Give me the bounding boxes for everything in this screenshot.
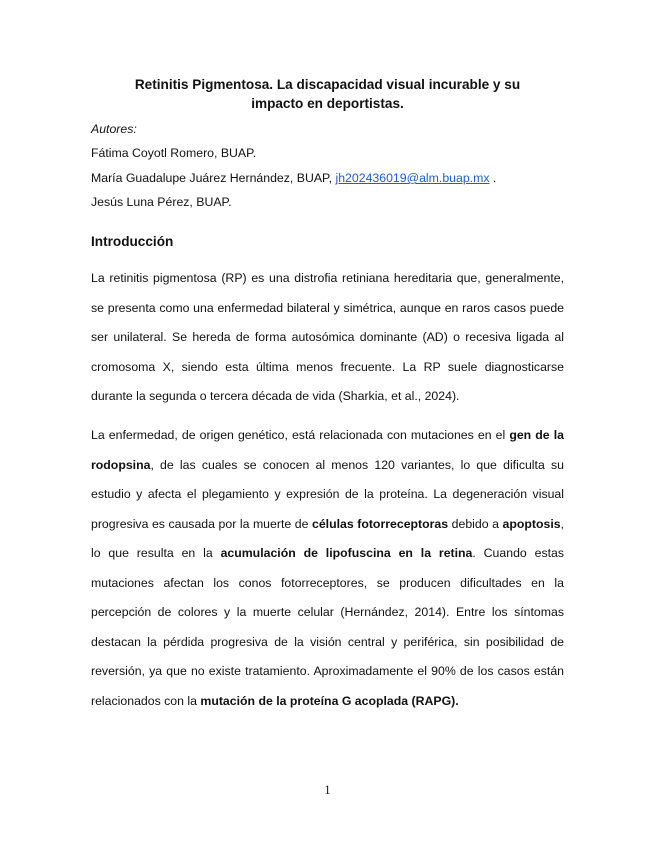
title-line-2: impacto en deportistas. <box>251 96 404 111</box>
document-title <box>90 75 565 113</box>
p2-bold-2: células fotorreceptoras <box>311 516 449 531</box>
authors-label: Autores: <box>91 122 137 136</box>
page-number: 1 <box>324 783 331 797</box>
author-2 <box>91 170 496 186</box>
title-line-1: Retinitis Pigmentosa. La discapacidad visual incurable y su <box>134 77 521 92</box>
p2-text-1: La enfermedad, de origen genético, está relacionada con mutaciones en el <box>91 428 510 442</box>
author-3: Jesús Luna Pérez, BUAP. <box>91 195 232 209</box>
p2-bold-3: apoptosis <box>502 516 561 531</box>
p2-bold-4: acumulación de lipofuscina en la retina <box>220 546 473 560</box>
paragraph-1: La retinitis pigmentosa (RP) es una distrofia retiniana hereditaria que, generalmente, se presenta como una enfermedad bilateral y simétrica, aunque en raros casos puede ser unilateral. Se hereda de forma autosómica dominante (AD) o recesiva ligada al cromosoma X, siendo esta última menos frecuente. La RP suele diagnosticarse durante la segunda o tercera década de vida (Sharkia, et al., 2024). <box>91 271 564 403</box>
p2-text-5: . Cuando estas mutaciones afectan los conos fotorreceptores, se producen dificultades en la percepción de colores y la muerte celular (Hernández, 2014). Entre los síntomas destacan la pérdida progresiva de la visión central y periférica, sin posibilidad de reversión, ya que no existe tratamiento. Aproximadamente el 90% de los casos están relacionados con la <box>91 546 564 708</box>
p2-text-2: , de las cuales se conocen al menos 120 variantes, lo que dificulta su estudio y afecta el plegamiento y expresión de la proteína. La degeneración visual progresiva es causada por la muerte de <box>91 457 564 531</box>
author-1: Fátima Coyotl Romero, BUAP. <box>91 146 257 160</box>
p2-text-3: debido a <box>448 516 503 531</box>
p2-text-4: , lo que resulta en la <box>91 516 564 560</box>
p2-bold-5: mutación de la proteína G acoplada (RAPG). <box>200 693 459 708</box>
author-2-name: María Guadalupe Juárez Hernández, BUAP, <box>91 171 336 185</box>
section-heading: Introducción <box>91 234 174 249</box>
paragraph-2 <box>91 421 564 716</box>
author-2-email-link[interactable]: jh202436019@alm.buap.mx <box>335 171 490 185</box>
p2-bold-1: gen de la rodopsina <box>91 428 564 472</box>
author-2-tail: . <box>489 171 497 185</box>
